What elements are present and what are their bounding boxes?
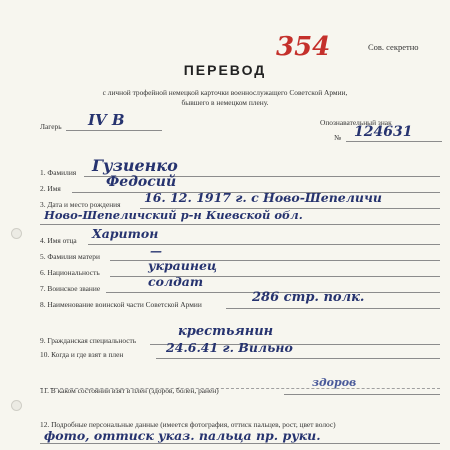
- field-label: 5. Фамилия матери: [40, 252, 100, 261]
- subtitle-line-2: бывшего в немецком плену.: [181, 98, 269, 107]
- field-label: 11. В каком состоянии взят в плен (здоров, болен, ранен): [40, 386, 219, 395]
- field-label: 7. Воинское звание: [40, 284, 101, 293]
- classification-stamp: Сов. секретно: [368, 42, 419, 52]
- field-value: Харитон: [92, 226, 159, 241]
- field-value: фото, оттиск указ. пальца пр. руки.: [44, 428, 321, 443]
- punch-hole: [11, 400, 22, 411]
- punch-hole: [11, 228, 22, 239]
- field-label: 1. Фамилия: [40, 168, 77, 177]
- id-tag-label: Опознавательный знак: [320, 118, 392, 127]
- camp-label: Лагерь: [40, 122, 62, 131]
- field-value: крестьянин: [178, 324, 274, 339]
- field-label: 3. Дата и место рождения: [40, 200, 121, 209]
- field-value-continued: Ново-Шепеличский р-н Киевской обл.: [44, 208, 303, 222]
- field-value: 286 стр. полк.: [252, 290, 365, 305]
- subtitle-line-1: с личной трофейной немецкой карточки военнослужащего Советской Армии,: [102, 88, 348, 97]
- field-label: 2. Имя: [40, 184, 61, 193]
- field-label: 4. Имя отца: [40, 236, 77, 245]
- handwritten-card-number: 354: [276, 32, 331, 62]
- field-value: здоров: [312, 376, 357, 389]
- field-value: 24.6.41 г. Вильно: [166, 340, 293, 355]
- field-label: 12. Подробные персональные данные (имеется фотография, оттиск пальцев, рост, цвет волос): [40, 420, 336, 429]
- id-tag-number-prefix: №: [334, 133, 342, 142]
- field-value: Федосий: [106, 174, 177, 190]
- field-label: 10. Когда и где взят в плен: [40, 350, 124, 359]
- id-tag-value: 124631: [354, 124, 413, 140]
- camp-value: IV B: [88, 111, 125, 129]
- field-value: —: [150, 244, 162, 258]
- field-label: 8. Наименование воинской части Советской Армии: [40, 300, 202, 309]
- field-value: 16. 12. 1917 г. с Ново-Шепеличи: [144, 190, 383, 205]
- field-label: 6. Национальность: [40, 268, 100, 277]
- field-value: солдат: [148, 274, 204, 289]
- field-value: украинец: [148, 258, 217, 273]
- field-value: Гузиенко: [92, 156, 178, 175]
- field-label: 9. Гражданская специальность: [40, 336, 137, 345]
- page-title: ПЕРЕВОД: [183, 62, 267, 78]
